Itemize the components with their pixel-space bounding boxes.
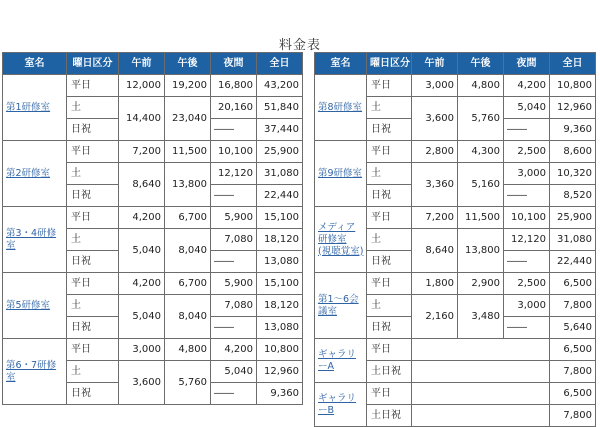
price-night: 5,040 (211, 361, 257, 383)
header-room: 室名 (3, 53, 67, 75)
day-type: 平日 (367, 75, 412, 97)
price-afternoon: 13,800 (458, 229, 504, 273)
day-type-saturday: 土 (67, 163, 119, 185)
day-type-holiday: 日祝 (67, 251, 119, 273)
price-afternoon: 8,040 (165, 295, 211, 339)
price-night: 5,900 (211, 273, 257, 295)
empty-cell (412, 339, 550, 361)
table-row (315, 339, 596, 361)
room-name-line: 第1～6会議室 (318, 293, 359, 317)
price-morning: 5,040 (119, 295, 165, 339)
price-allday: 25,900 (550, 207, 596, 229)
price-morning: 4,200 (119, 207, 165, 229)
price-night: 2,500 (504, 273, 550, 295)
price-night: 2,500 (504, 141, 550, 163)
table-row (3, 207, 303, 229)
price-morning: 7,200 (119, 141, 165, 163)
table-row (3, 75, 303, 97)
room-name-link[interactable] (3, 141, 67, 207)
room-name-line: 第8研修室 (318, 101, 363, 113)
day-type-saturday: 土 (367, 163, 412, 185)
price-allday: 6,500 (550, 273, 596, 295)
price-allday: 6,500 (550, 383, 596, 405)
day-type: 平日 (67, 339, 119, 361)
header-afternoon: 午後 (165, 53, 211, 75)
price-allday: 37,440 (257, 119, 303, 141)
price-morning: 3,000 (412, 75, 458, 97)
empty-cell (412, 361, 550, 383)
price-afternoon: 2,900 (458, 273, 504, 295)
day-type: 平日 (67, 273, 119, 295)
price-allday: 25,900 (257, 141, 303, 163)
day-type: 平日 (367, 207, 412, 229)
room-name-line: メディア研修室 (318, 221, 356, 245)
price-allday: 5,640 (550, 317, 596, 339)
price-allday: 6,500 (550, 339, 596, 361)
price-night: 7,080 (211, 295, 257, 317)
day-type-saturday: 土 (67, 295, 119, 317)
price-morning: 5,040 (119, 229, 165, 273)
header-row (315, 53, 596, 75)
day-type: 平日 (367, 141, 412, 163)
room-name-link[interactable] (315, 339, 367, 383)
room-name-link[interactable] (315, 75, 367, 141)
price-allday: 18,120 (257, 229, 303, 251)
price-night-none: ―― (504, 185, 550, 207)
price-night: 4,200 (211, 339, 257, 361)
header-day-type: 曜日区分 (67, 53, 119, 75)
table-row (3, 273, 303, 295)
price-night: 16,800 (211, 75, 257, 97)
day-type-saturday: 土 (367, 229, 412, 251)
header-allday: 全日 (257, 53, 303, 75)
room-name-link[interactable] (3, 207, 67, 273)
price-night: 12,120 (504, 229, 550, 251)
price-afternoon: 6,700 (165, 207, 211, 229)
price-afternoon: 3,480 (458, 295, 504, 339)
price-afternoon: 19,200 (165, 75, 211, 97)
day-type-holiday: 日祝 (367, 119, 412, 141)
price-night: 3,000 (504, 163, 550, 185)
price-night-none: ―― (211, 383, 257, 405)
price-morning: 2,800 (412, 141, 458, 163)
header-morning: 午前 (119, 53, 165, 75)
price-afternoon: 8,040 (165, 229, 211, 273)
price-afternoon: 5,160 (458, 163, 504, 207)
price-allday: 43,200 (257, 75, 303, 97)
price-night-none: ―― (504, 317, 550, 339)
day-type-holiday: 日祝 (67, 317, 119, 339)
day-type-saturday: 土 (367, 97, 412, 119)
price-afternoon: 4,300 (458, 141, 504, 163)
room-name-link[interactable] (315, 273, 367, 339)
price-allday: 9,360 (550, 119, 596, 141)
room-name-link[interactable] (315, 141, 367, 207)
price-allday: 8,520 (550, 185, 596, 207)
room-name-link[interactable] (3, 75, 67, 141)
price-morning: 4,200 (119, 273, 165, 295)
room-name-line: 第3・4研修室 (6, 227, 57, 251)
header-day-type: 曜日区分 (367, 53, 412, 75)
price-afternoon: 23,040 (165, 97, 211, 141)
room-name-line: 第9研修室 (318, 167, 363, 179)
price-night: 10,100 (504, 207, 550, 229)
day-type-saturday: 土 (67, 361, 119, 383)
price-morning: 2,160 (412, 295, 458, 339)
room-name-link[interactable] (3, 273, 67, 339)
price-allday: 8,600 (550, 141, 596, 163)
empty-cell (412, 405, 550, 427)
price-night: 7,080 (211, 229, 257, 251)
header-afternoon: 午後 (458, 53, 504, 75)
price-morning: 14,400 (119, 97, 165, 141)
price-night: 12,120 (211, 163, 257, 185)
price-allday: 51,840 (257, 97, 303, 119)
price-allday: 15,100 (257, 273, 303, 295)
page-title: 料金表 (278, 38, 321, 53)
price-afternoon: 5,760 (458, 97, 504, 141)
price-allday: 15,100 (257, 207, 303, 229)
day-type-holiday: 日祝 (67, 383, 119, 405)
price-night-none: ―― (211, 185, 257, 207)
price-night: 4,200 (504, 75, 550, 97)
table-row (315, 273, 596, 295)
header-night: 夜間 (211, 53, 257, 75)
day-type-saturday: 土 (67, 97, 119, 119)
price-allday: 13,080 (257, 317, 303, 339)
header-morning: 午前 (412, 53, 458, 75)
price-morning: 1,800 (412, 273, 458, 295)
price-morning: 3,360 (412, 163, 458, 207)
price-night: 3,000 (504, 295, 550, 317)
price-allday: 10,800 (550, 75, 596, 97)
day-type-holiday: 日祝 (367, 251, 412, 273)
price-afternoon: 4,800 (458, 75, 504, 97)
price-morning: 7,200 (412, 207, 458, 229)
price-allday: 10,320 (550, 163, 596, 185)
day-type: 平日 (67, 141, 119, 163)
table-row (315, 383, 596, 405)
day-type-saturday: 土 (67, 229, 119, 251)
room-name-line: 第6・7研修室 (6, 359, 57, 383)
day-type-holiday: 日祝 (67, 185, 119, 207)
room-name-line: 第1研修室 (6, 101, 51, 113)
price-afternoon: 6,700 (165, 273, 211, 295)
table-row (315, 75, 596, 97)
price-afternoon: 5,760 (165, 361, 211, 405)
price-night: 10,100 (211, 141, 257, 163)
price-allday: 18,120 (257, 295, 303, 317)
price-night: 5,900 (211, 207, 257, 229)
price-night-none: ―― (211, 251, 257, 273)
price-allday: 12,960 (257, 361, 303, 383)
empty-cell (412, 383, 550, 405)
room-name-link[interactable] (3, 339, 67, 405)
price-allday: 22,440 (257, 185, 303, 207)
header-room: 室名 (315, 53, 367, 75)
table-row (3, 141, 303, 163)
price-allday: 13,080 (257, 251, 303, 273)
table-row (315, 141, 596, 163)
price-table-left (2, 52, 303, 405)
day-type: 平日 (67, 207, 119, 229)
price-morning: 8,640 (412, 229, 458, 273)
header-row (3, 53, 303, 75)
day-type: 土日祝 (367, 361, 412, 383)
table-row (315, 207, 596, 229)
room-name-link[interactable] (315, 383, 367, 427)
day-type: 平日 (367, 273, 412, 295)
day-type: 平日 (367, 339, 412, 361)
day-type: 土日祝 (367, 405, 412, 427)
price-night-none: ―― (211, 317, 257, 339)
price-morning: 3,600 (119, 361, 165, 405)
room-name-line: 第2研修室 (6, 167, 51, 179)
price-night: 5,040 (504, 97, 550, 119)
table-row (3, 339, 303, 361)
day-type-holiday: 日祝 (67, 119, 119, 141)
price-allday: 7,800 (550, 405, 596, 427)
price-afternoon: 11,500 (458, 207, 504, 229)
price-allday: 12,960 (550, 97, 596, 119)
price-morning: 3,000 (119, 339, 165, 361)
room-name-line: (視聴覚室) (318, 245, 364, 257)
price-afternoon: 13,800 (165, 163, 211, 207)
day-type: 平日 (67, 75, 119, 97)
price-afternoon: 4,800 (165, 339, 211, 361)
price-allday: 22,440 (550, 251, 596, 273)
day-type-holiday: 日祝 (367, 185, 412, 207)
price-allday: 31,080 (257, 163, 303, 185)
price-afternoon: 11,500 (165, 141, 211, 163)
price-night-none: ―― (504, 119, 550, 141)
price-allday: 7,800 (550, 361, 596, 383)
price-morning: 8,640 (119, 163, 165, 207)
price-allday: 10,800 (257, 339, 303, 361)
price-allday: 31,080 (550, 229, 596, 251)
price-morning: 3,600 (412, 97, 458, 141)
room-name-link[interactable] (315, 207, 367, 273)
price-table-right (314, 52, 596, 427)
price-morning: 12,000 (119, 75, 165, 97)
price-night: 20,160 (211, 97, 257, 119)
day-type: 平日 (367, 383, 412, 405)
price-night-none: ―― (504, 251, 550, 273)
day-type-holiday: 日祝 (367, 317, 412, 339)
header-allday: 全日 (550, 53, 596, 75)
price-allday: 7,800 (550, 295, 596, 317)
day-type-saturday: 土 (367, 295, 412, 317)
price-night-none: ―― (211, 119, 257, 141)
room-name-line: ギャラリーB (318, 392, 357, 416)
header-night: 夜間 (504, 53, 550, 75)
price-allday: 9,360 (257, 383, 303, 405)
room-name-line: 第5研修室 (6, 299, 51, 311)
room-name-line: ギャラリーA (318, 348, 357, 372)
